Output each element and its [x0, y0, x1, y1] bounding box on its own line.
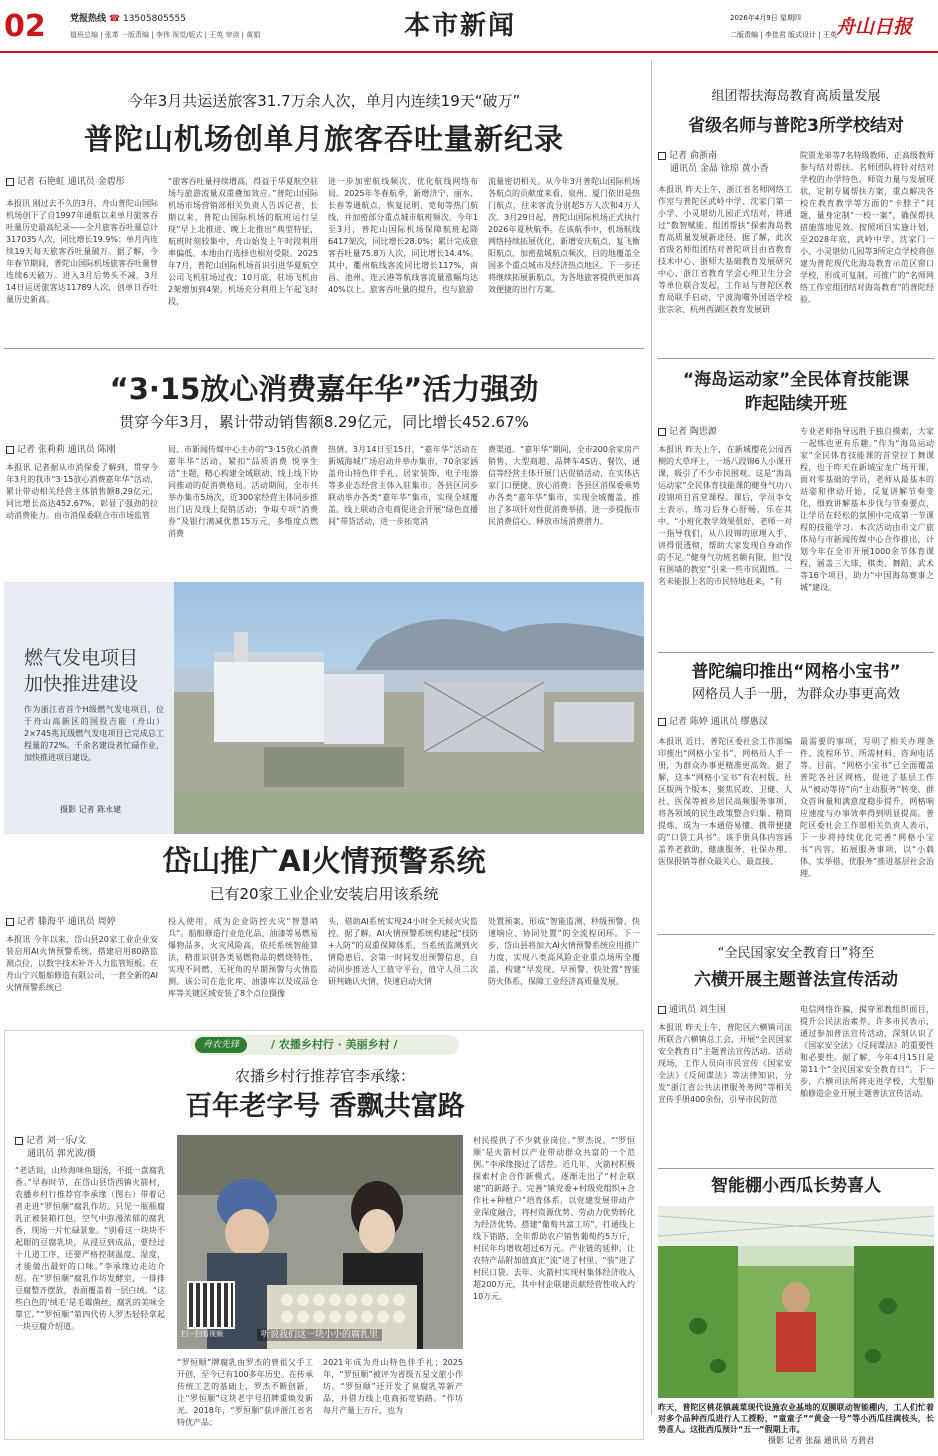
byline-square-icon	[6, 446, 14, 454]
rural-col-1: “老话说，山珍海味鱼翅汤，不抵一盘腐乳香。”早春时节，在岱山县岱西镇火箭村，农播乡村行推荐官李承缘（图右）带着记者走进“罗恒顺”腐乳作坊。只见一瓶瓶腐乳正被装箱打包，空气中弥漫浓郁的腐乳香，现场一片忙碌景象。“别看这一块块不起眼的豆腐乳块，从浸豆到成品，要经过十几道工序，还要严格控制温度、湿度，才能做出最好的口味。”李承缘边走边介绍。在“罗恒顺”腐乳作坊发酵室，一排排豆腐整齐摆放，表面覆盖着一层白绒。“这些白色的‘绒毛’是毛霉菌丝，腐乳的美味全靠它。”“罗恒顺”第四代传人罗杰轻轻拿起一块豆腐介绍道。	[15, 1166, 165, 1331]
byline-square-icon	[15, 1137, 23, 1145]
melon-greenhouse-photo	[658, 1206, 934, 1398]
qr-code[interactable]	[187, 1281, 235, 1329]
consume-col-2: 局、市新闻传媒中心主办的“3·15放心消费嘉年华”活动，紧扣“品质消费 悦享生活”主题，精心构建全域联动、线上线下协同推动的促消费格局。活动期间，全市共举办集市5场次，近300家经营主体同步推出门店及线上促销活动；争取专项“消费券”及银行满减优惠15万元，多维度点燃消费	[168, 445, 318, 538]
sports-byline: 记者 陶思源	[658, 426, 792, 439]
ai-byline: 记者 滕海平 通讯员 周婷	[6, 916, 166, 929]
section-divider	[658, 358, 934, 359]
edu-article	[658, 88, 934, 350]
phone-icon: ☎	[108, 14, 121, 24]
rural-title: 百年老字号 香飘共富路	[185, 1091, 465, 1122]
edu-kicker: 组团帮扶海岛教育高质量发展	[711, 89, 881, 104]
airport-title: 普陀山机场创单月旅客吞吐量新纪录	[83, 122, 564, 156]
rural-banner-logo: 舟农先锋	[195, 1037, 247, 1053]
video-caption: 听说我们这一块小小的腐乳里	[257, 1329, 382, 1341]
byline-square-icon	[658, 718, 666, 726]
staff-credits-left: 值班总编 | 张革 一版责编 | 李伟 视觉/版式 | 王英 审读 | 黄娟	[70, 31, 261, 39]
consume-title: “3·15放心消费嘉年华”活力强劲	[109, 372, 539, 406]
header-rule	[0, 51, 938, 53]
gas-text-panel	[4, 582, 174, 834]
byline-square-icon	[658, 152, 666, 160]
rural-col-4: 村民提供了不少就业岗位。”罗杰说。“‘罗恒顺’是火箭村以产业带动群众共富的一个范例。”李承缘接过了话茬。近几年，火箭村积极探索村企合作新模式，逐渐走出了“村企联建”的新路子。完善“镇党委+村级党组织+合作社+种植户”培育体系，以党建发展带动产业深度融合，将村资源优势、劳动力优势转化为经济优势。搭建“葡萄共富工坊”，打通线上线下销路，全年帮助农户销售葡萄约5万斤，村民年均增收超过6万元。产业链的延伸，让农特产品附加值真正“流”进了村里、“装”进了村民口袋。去年，火箭村实现村集体经济收入超200万元，其中村企联建贡献经营性收入约10万元。	[473, 1136, 635, 1301]
melon-credit: 摄影 记者 张磊 通讯员 方碧君	[768, 1436, 875, 1445]
rural-col-3: 2021年成为舟山特色伴手礼；2025年，“罗恒顺”被评为省级五星文旅小作坊。“罗恒顺”还开发了臭腐乳等新产品，并借力线上电商拓宽销路。“作坊每月产量上万斤，也为	[323, 1358, 463, 1415]
rural-feature	[4, 1030, 644, 1440]
byline-square-icon	[658, 1006, 666, 1014]
grid-article	[658, 660, 934, 928]
byline-square-icon	[6, 178, 14, 186]
edu-byline: 记者 俞浙南 通讯员 金晶 徐琼 黄小香	[658, 150, 798, 176]
gas-title-line-1: 燃气发电项目	[24, 647, 139, 669]
edu-col-2: 院贾龙弟等7名特级教师、正高级教师参与结对帮扶。名师团队将针对结对学校的办学特色、师资力量与发展现状，定制专属帮扶方案，重点解决各校在教育教学等方面的“卡脖子”问题，量身定制“一校一案”，确保帮扶措施落地见效。按照项目实施计划，至2028年底，武岭中学、沈家门一小、小灵堪幼儿园等3所定点学校将创建为普陀现代化海岛教育示范区窗口学校，形成可复制、可推广的“名师网络工作室组团结对海岛教育”的普陀经验。	[800, 151, 934, 304]
consume-article	[4, 370, 644, 575]
hotline-block	[70, 13, 186, 25]
sports-title-line-1: “海岛运动家”全民体育技能课	[682, 370, 910, 390]
airport-article	[4, 90, 644, 340]
melon-title: 智能棚小西瓜长势喜人	[711, 1176, 881, 1196]
sports-title-line-2: 昨起陆续开班	[745, 394, 847, 414]
qr-label: 扫一扫看视频	[181, 1330, 223, 1338]
ai-col-4: 处置预案，形成“智能监测、秒级预警、快速响应、协同处置”的全流程闭环。下一步，岱山县将加大AI火情预警系统应用推广力度，实现八类高风险企业重点场所全覆盖，构建“早发现、早预警、快处置”智能防火体系，保障工业经济高质量发展。	[488, 917, 640, 986]
gas-photo-feature	[4, 582, 644, 834]
column-divider	[651, 60, 652, 1415]
law-byline: 通讯员 刘生国	[658, 1004, 792, 1017]
byline-square-icon	[658, 428, 666, 436]
rural-banner-text: / 农播乡村行 · 美丽乡村 /	[271, 1038, 398, 1051]
rural-kicker: 农播乡村行推荐官李承缘：	[234, 1067, 415, 1085]
sports-article	[658, 368, 934, 646]
hotline-label: 党报热线	[70, 14, 107, 24]
consume-col-1: 本报讯 记者据从市消保委了解到，贯穿今年3月的我市“3·15放心消费嘉年华”活动，累计带动相关经营主体销售额8.29亿元，同比增长高达452.67%，彰显了强劲的拉动消费能力。由市消保委联合市市场监管	[6, 463, 158, 520]
law-article	[658, 944, 934, 1164]
newspaper-logo: 舟山日报	[836, 16, 913, 38]
staff-credits-right: 二版责编 | 李佳君 版式设计 | 王英	[730, 31, 837, 39]
power-plant-illustration	[174, 582, 644, 834]
greenhouse-illustration	[658, 1206, 934, 1398]
ai-article	[4, 842, 644, 1022]
page-number: 02	[4, 9, 46, 44]
airport-byline: 记者 石艳虹 通讯员 金碧彤	[6, 176, 156, 189]
rural-byline: 记者 刘一乐/文 通讯员 郭光波/摄	[15, 1135, 165, 1161]
law-col-2: 电信网络诈骗，揭穿邪教组织面目，提升公民法治素养。许多市民表示，通过参加普法宣传活动，深刻认识了《国家安全法》《反间谍法》的重要性和必要性。据了解，今年4月15日是第11个“全民国家安全教育日”。下一步，六横司法所将走进学校、大型船舶修造企业开展主题普法宣传活动。	[800, 1005, 934, 1098]
issue-date: 2026年4月9日 星期四	[730, 14, 801, 22]
section-title: 本市新闻	[404, 11, 517, 41]
airport-col-3: 进一步加密航线频次，优化航线网络布局。2025年冬春航季，新增济宁、丽水、长春等通航点，恢复昆明、宽甸等热门航线，并加密部分重点城市航班频次。今年1至3月，普陀山国际机场保障航班起降6417架次，同比增长28.0%；累计完成旅客吞吐量75.8万人次，同比增长14.4%。其中，衢州航线客流同比增长117%，南昌、池州、连云港等航线客流量涨幅均达40%以上。旅客吞吐量的提升，也与旅游	[328, 177, 478, 294]
grid-col-2: 最需要的事项，写明了相关办理条件、流程环节、所需材料、咨询电话等。目前，“网格小宝书”已全面覆盖普陀各社区网格，促进了基层工作从“被动等待”向“主动服务”转变，群众咨询量和满意度稳步提升，网格响应速度与办事效率得到明显提高。普陀区委社会工作部相关负责人表示，下一步将持续优化完善“网格小宝书”内容，拓展服务事项，以“小载体、实举措、优服务”推进基层社会治理。	[800, 737, 934, 878]
ai-col-1: 本报讯 今年以来，岱山县20家工业企业安装启用AI火情预警系统，搭建启用80路监测点位，以数字技术补齐人力监管短板。在舟山宁兴船舶修造有限公司，一套全新的AI火情预警系统已	[6, 935, 158, 992]
grid-title: 普陀编印推出“网格小宝书”	[691, 662, 901, 682]
gas-credit: 摄影 记者 陈永建	[60, 805, 122, 814]
grid-byline: 记者 陈婷 通讯员 缪惠汉	[658, 716, 934, 729]
consume-col-3: 热情。3月14日至15日，“嘉年华”活动在新城海城广场启动并举办集市，70余家涵盖舟山特色伴手礼、居家装饰、电子电器等多业态经营主体入驻集市。各县区同步联动举办各类“嘉年华”集市，实现全域覆盖。线上联动合电商促进会开展“绿色直播间”带货活动，进一步拓宽消	[328, 445, 478, 526]
ai-title: 岱山推广AI火情预警系统	[162, 844, 486, 878]
gas-title-line-2: 加快推进建设	[24, 673, 139, 695]
law-title-line-2: 六横开展主题普法宣传活动	[694, 970, 898, 990]
melon-caption: 昨天，普陀区桃花镇蔬菜现代设施农业基地的双膜联动智能棚内，工人们忙着对多个品种西瓜进行人工授粉，“童童子”“黄金一号”等小西瓜挂满枝头，长势喜人。这批西瓜预计“五一”假期上市。	[658, 1403, 934, 1434]
ai-subtitle: 已有20家工业企业安装启用该系统	[209, 885, 439, 903]
sports-col-1: 本报讯 昨天上午，在新城樱花公园西侧的大草坪上，一场八段锦6人小课开课，吸引了不少市民围观。这是“海岛运动家”全民体育技能课的健身气功八段锦项目首堂课程。课后，学员李女士表示，练习后身心舒畅，乐在其中。“小班化教学效果很好，老师一对一指导我们，从八段锦的原理入手，讲得很透彻，帮助大家发现自身动作的不足。”健身气功班名额有限，但“没有围墙的教室”引来一些市民跟练。一名未能报上名的市民特地赶来，“有	[658, 445, 792, 586]
edu-title: 省级名师与普陀3所学校结对	[688, 116, 904, 136]
section-divider	[4, 348, 644, 349]
byline-square-icon	[6, 918, 14, 926]
law-col-1: 本报讯 昨天上午，普陀区六横镇司法所联合六横镇总工会，开展“全民国家安全教育日”主题普法宣传活动。活动现场，工作人员向市民宣传《国家安全法》《反间谍法》等法律知识，分发“浙江省公共法律服务务网”等相关宣传手册400余份，引导市民防范	[658, 1023, 792, 1104]
rural-col-2: “罗恒顺”牌腐乳由罗杰的曾祖父手工开创，至今已有100多年历史。在传承传统工艺的基础上，罗杰不断创新，让“罗恒顺”这块老字号招牌重焕发新光。2018年，“罗恒顺”获评浙江省名特优产品；	[177, 1358, 313, 1427]
consume-col-4: 费渠道。“嘉年华”期间，全市200余家房产销售、大型商超、品牌车4S店、餐饮、通信等经营主体开展门店促销活动，在实体店家门口便捷、放心消费；各县区消保委乘势办各类“嘉年华”集市，实现全域覆盖，推出了多项针对性促消费举措，进一步提振市民消费信心、释放市场消费潜力。	[488, 445, 640, 526]
airport-col-4: 流量密切相关。从今年3月普陀山国际机场各航点的贡献度来看，泉州、厦门依旧是热门航点，往来客流分别超5万人次和4万人次。3月29日起，普陀山国际机场正式执行2026年夏秋航季。在该航季中，机场航线网络持续拓展优化，新增安庆航点，复飞衡阳航点，加密盐城航点频次，目的地覆盖全国多个重点城市及经济热点地区。下一步还将继续拓展新航点，为各地旅客提供更加高效便捷的出行方案。	[488, 177, 640, 294]
consume-byline: 记者 张莉莉 通讯员 陈刚	[6, 444, 166, 457]
masthead	[0, 0, 938, 58]
gas-caption: 作为浙江省首个H级燃气发电项目，位于舟山高新区的国投吉能（舟山）2×745兆瓦级燃气发电项目已完成总工程量的72%。千余名建设者忙碌作业，加快推进项目建设。	[24, 705, 164, 762]
section-divider	[658, 934, 934, 935]
grid-subtitle: 网格员人手一册，为群众办事更高效	[691, 687, 900, 702]
melon-feature	[658, 1174, 934, 1446]
rural-banner	[191, 1035, 459, 1055]
law-title-line-1: “全民国家安全教育日”将至	[717, 946, 875, 961]
grid-col-1: 本报讯 近日，普陀区委社会工作部编印推出“网格小宝书”，网格员人手一册，为群众办事更精准更高效。据了解，这本“网格小宝书”有农村版、社区版两个版本，聚焦民政、卫健、人社、医保等被乡居民高频服务事项，将各领域的民生政策整合归集、精简提炼，成为一本通俗易懂、携带便捷的“口袋工具书”。该手册具体内容涵盖养老救助、健康服务、社保办理、医保报销等群众最关心、最直接、	[658, 737, 792, 866]
tofu-workshop-photo	[177, 1135, 463, 1349]
hotline-number: 13505805555	[122, 14, 186, 24]
ai-col-3: 头，借助AI系统实现24小时全天候火灾监控。据了解，AI火情预警系统构建起“技防+人防”的双重保障体系，当系统监测到火情隐患后，会第一时间发出预警信息，自动同步推送人工值守平台，值守人员二次研判确认火情，快速启动火情	[328, 917, 478, 986]
section-divider	[658, 652, 934, 653]
sports-col-2: 专业老师指导远胜于独自摸索，大家一起练也更有乐趣。”作为“海岛运动家”全民体育技能课的首堂拉丁舞课程，也于昨天在新城宝龙广场开课，面对零基础的学员，老师从最基本的站姿和律动开始，反复讲解节奏变化，细致讲解基本步伐与节奏要点，让学员在轻松的氛围中完成第一节课程的技能学习。本次活动由市文广旅体局与市新闻传媒中心合作推出，计划今年在全市开展1000余节体育课程，涵盖三大球、棋类、舞蹈、武术等16个项目，助力“中国海岛赛事之城”建设。	[800, 427, 934, 592]
ai-col-2: 投入使用，成为企业防控火灾“智慧哨兵”。船舶修造行业危化品、油漆等易燃易爆物品多，火灾风险高，依托系统智能算法，精准识别各类易燃物品的燃烧特性，实现不同燃、无死角的早期预警与火情监测。该公司在危化库、油漆库以及成品仓库等关键区域安装了8个点位摄像	[168, 917, 318, 998]
edu-col-1: 本报讯 昨天上午，浙江省名师网络工作室与普陀区武岭中学、沈家门第一小学、小灵堪幼儿园正式结对，将通过“数智赋能、组团帮扶”探索海岛教育高质量发展新途径。据了解，此次省级名师组团结对普陀项目由省教育技术中心、浙师大基础教育发展研究中心、浙江省教育学会心理卫生分会等单位联合发起，工作站与普陀区教育局联手启动，宁波海曙外国语学校张宗余、杭州西湖区教育发展研	[658, 185, 792, 314]
airport-col-2: “旅客吞吐量持续增高，得益于华夏航空驻场与旅游流量双重叠加效应。”普陀山国际机场市场营销部相关负责人告诉记者，长期以来，普陀山国际机场的航班运行呈现“早上北推进、晚上北推出”典型特征，航班时刻较集中，舟山始发上午时段利用率偏低。本地由行选择也相对受限。2025年7月，普陀山国际机场首识引进华夏航空公司飞机驻场过夜；10月底，驻场飞机由2架增加到4架。机场充分利用上午起飞时段，	[168, 177, 318, 306]
airport-kicker: 今年3月共运送旅客31.7万余人次，单月内连续19天“破万”	[127, 92, 521, 110]
gas-power-plant-photo	[174, 582, 644, 834]
consume-subtitle: 贯穿今年3月，累计带动销售额8.29亿元，同比增长452.67%	[119, 413, 529, 431]
airport-col-1: 本报讯 刚过去不久的3月，舟山普陀山国际机场创下了自1997年通航以来单月旅客吞吐量历史最高纪录——全月旅客吞吐量总计317035人次，同比增长19.9%；单月内连续19天每天旅客吞吐量破万。据了解，今年春节期间，普陀山国际机场旅客吞吐量曾连续6天破万。进入3月后势头不减，3月14日运送旅客达11789人次，创单日吞吐量历史新高。	[6, 199, 158, 304]
section-divider	[658, 1168, 934, 1169]
